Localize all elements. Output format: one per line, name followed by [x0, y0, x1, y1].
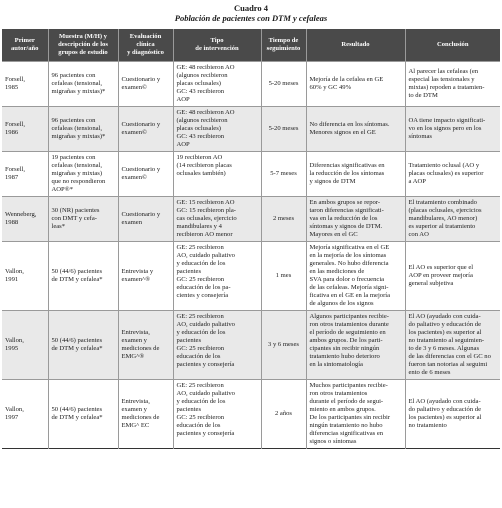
- header-result: Resultado: [306, 29, 405, 62]
- table-row: [2, 311, 500, 380]
- cell-intervention: 19 recibieron AO (14 recibieron placas oclusales también): [173, 152, 261, 197]
- header-sample: Muestra (M/H) y descripción de los grupos de estudio: [48, 29, 118, 62]
- cell-sample: 30 (NR) pacientes con DMT y cefa- leas*: [48, 197, 118, 242]
- cell-conclusion: El tratamiento combinado (placas oclusales, ejercicios mandibulares, AO menor) es superior al tratamiento con AO: [405, 197, 500, 242]
- cell-evaluation: Cuestionario y examen©: [118, 107, 173, 152]
- cell-sample: 96 pacientes con cefaleas (tensional, migrañas y mixtas)*: [48, 107, 118, 152]
- cell-result: Muchos participantes recibie- ron otros tratamientos durante el período de segui- miento en ambos grupos. De los participantes sin recibir ningún tratamiento no hubo diferencias significativas en signos o síntomas: [306, 380, 405, 449]
- cell-result: En ambos grupos se repor- taron diferencias significati- vas en la reducción de los síntomas y signos de DTM. Mayores en el GC: [306, 197, 405, 242]
- cell-author: Wenneberg, 1988: [2, 197, 48, 242]
- table-title: Población de pacientes con DTM y cefaleas: [174, 13, 328, 23]
- cell-conclusion: Tratamiento oclusal (AO y placas oclusales) es superior a AOP: [405, 152, 500, 197]
- table-row: [2, 197, 500, 242]
- cell-followup: 5-20 meses: [261, 62, 306, 107]
- cell-conclusion: El AO (ayudado con cuida- do paliativo y educación de los pacientes) es superior al no tratamiento al seguimien- to de 3 y 6 meses. Algunas de las diferencias con el GC no fueron tan notorias al seguimi ento de 6 meses: [405, 311, 500, 380]
- header-intervention: Tipo de intervención: [173, 29, 261, 62]
- cell-evaluation: Entrevista y examen^®: [118, 242, 173, 311]
- table-row: [2, 152, 500, 197]
- cell-evaluation: Cuestionario y examen: [118, 197, 173, 242]
- cell-result: Algunos participantes recibie- ron otros tratamientos durante el período de seguimiento en ambos grupos. De los parti- cipantes sin recibir ningún tratamiento hubo deterioro en la sintomatología: [306, 311, 405, 380]
- cell-result: Diferencias significativas en la reducción de los síntomas y signos de DTM: [306, 152, 405, 197]
- header-conclusion: Conclusión: [405, 29, 500, 62]
- table-header-row: [2, 29, 500, 62]
- cell-intervention: GE: 48 recibieron AO (algunos recibieron placas oclusales) GC: 43 recibieron AOP: [173, 62, 261, 107]
- cell-evaluation: Entrevista, examen y mediciones de EMG^®: [118, 311, 173, 380]
- cell-sample: 50 (44/6) pacientes de DTM y cefalea*: [48, 380, 118, 449]
- cell-author: Vallon, 1991: [2, 242, 48, 311]
- cell-sample: 96 pacientes con cefaleas (tensional, migrañas y mixtas)*: [48, 62, 118, 107]
- cell-conclusion: Al parecer las cefaleas (en especial las tensionales y mixtas) repoden a tratamien- to de DTM: [405, 62, 500, 107]
- header-evaluation: Evaluación clínica y diagnóstico: [118, 29, 173, 62]
- table-row: [2, 62, 500, 107]
- cell-evaluation: Cuestionario y examen©: [118, 152, 173, 197]
- header-followup: Tiempo de seguimiento: [261, 29, 306, 62]
- table-row: [2, 242, 500, 311]
- cell-followup: 3 y 6 meses: [261, 311, 306, 380]
- cell-followup: 5-20 meses: [261, 107, 306, 152]
- cell-author: Forsell, 1985: [2, 62, 48, 107]
- cell-result: Mejoría significativa en el GE en la mejoría de los síntomas generales. No hubo diferencia en las mediciones de SVA para dolor o frecuencia de las cefaleas. Mejoría signi- ficativa en el GE en la mejoría de algunos de los signos: [306, 242, 405, 311]
- cell-intervention: GE: 25 recibieron AO, cuidado paliativo y educación de los pacientes GC: 25 recibieron educación de los pacientes y consejería: [173, 311, 261, 380]
- cell-intervention: GE: 25 recibieron AO, cuidado paliativo y educación de los pacientes GC: 25 recibieron educación de los pa- cientes y consejería: [173, 242, 261, 311]
- header-author: Primer autor/año: [2, 29, 48, 62]
- cell-followup: 5-7 meses: [261, 152, 306, 197]
- cell-evaluation: Cuestionario y examen©: [118, 62, 173, 107]
- cell-intervention: GE: 15 recibieron AO GC: 15 recibieron pla- cas oclusales, ejercicio mandibulares y 4 recibieron AO menor: [173, 197, 261, 242]
- cell-evaluation: Entrevista, examen y mediciones de EMG^ EC: [118, 380, 173, 449]
- cell-followup: 2 meses: [261, 197, 306, 242]
- cell-sample: 50 (44/6) pacientes de DTM y cefalea*: [48, 311, 118, 380]
- table-row: [2, 380, 500, 449]
- table-row: [2, 107, 500, 152]
- cell-sample: 19 pacientes con cefaleas (tensional, migrañas y mixtas) que no respondieron AOP®*: [48, 152, 118, 197]
- cell-sample: 50 (44/6) pacientes de DTM y cefalea*: [48, 242, 118, 311]
- cell-author: Forsell, 1987: [2, 152, 48, 197]
- cell-followup: 1 mes: [261, 242, 306, 311]
- cell-conclusion: El AO es superior que el AOP en proveer mejoría general subjetiva: [405, 242, 500, 311]
- cell-author: Vallon, 1997: [2, 380, 48, 449]
- table-caption: [0, 0, 502, 29]
- cell-result: Mejoría de la cefalea en GE 60% y GC 49%: [306, 62, 405, 107]
- cell-author: Forsell, 1986: [2, 107, 48, 152]
- cell-followup: 2 años: [261, 380, 306, 449]
- table-number: Cuadro 4: [233, 3, 269, 13]
- cell-intervention: GE: 25 recibieron AO, cuidado paliativo y educación de los pacientes GC: 25 recibieron educación de los pacientes y consejería: [173, 380, 261, 449]
- cell-author: Vallon, 1995: [2, 311, 48, 380]
- cell-conclusion: El AO (ayudado con cuida- do paliativo y educación de los pacientes) es superior al no tratamiento: [405, 380, 500, 449]
- cell-conclusion: OA tiene impacto significati- vo en los signos pero en los síntomas: [405, 107, 500, 152]
- patients-table: [2, 29, 500, 449]
- cell-result: No diferencia en los síntomas. Menores signos en el GE: [306, 107, 405, 152]
- cell-intervention: GE: 48 recibieron AO (algunos recibieron placas oclusales) GC: 43 recibieron AOP: [173, 107, 261, 152]
